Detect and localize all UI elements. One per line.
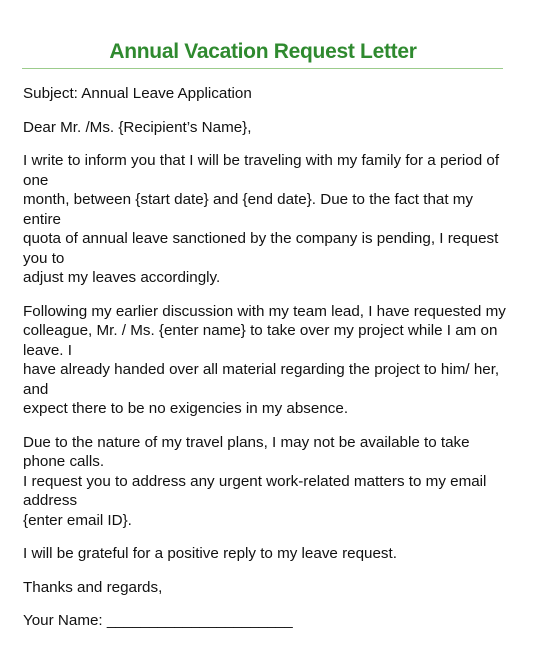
signature-line: Your Name: ______________________ xyxy=(23,612,293,629)
paragraph-gratitude: I will be grateful for a positive reply to my leave request. xyxy=(23,545,397,562)
paragraph-handover: Following my earlier discussion with my team lead, I have requested my colleague, Mr. / Ms. {enter name} to take over my project while I am on leave. I have already handed over all material regarding the project to him/ her, and expect there to be no exigencies in my absence. xyxy=(23,302,506,417)
paragraph-contact: Due to the nature of my travel plans, I may not be available to take phone calls. I request you to address any urgent work-related matters to my email address {enter email ID}. xyxy=(23,433,487,529)
paragraph-travel-info: I write to inform you that I will be traveling with my family for a period of one month, between {start date} and {end date}. Due to the fact that my entire quota of annual leave sanctioned by the company is pending, I request you to adjust my leaves accordingly. xyxy=(23,152,500,286)
closing: Thanks and regards, xyxy=(23,578,163,596)
letter-title: Annual Vacation Request Letter xyxy=(109,40,417,63)
title-divider xyxy=(22,68,503,69)
letter-body xyxy=(23,84,513,645)
subject-line: Subject: Annual Leave Application xyxy=(23,85,252,102)
salutation: Dear Mr. /Ms. {Recipient’s Name}, xyxy=(23,118,252,136)
